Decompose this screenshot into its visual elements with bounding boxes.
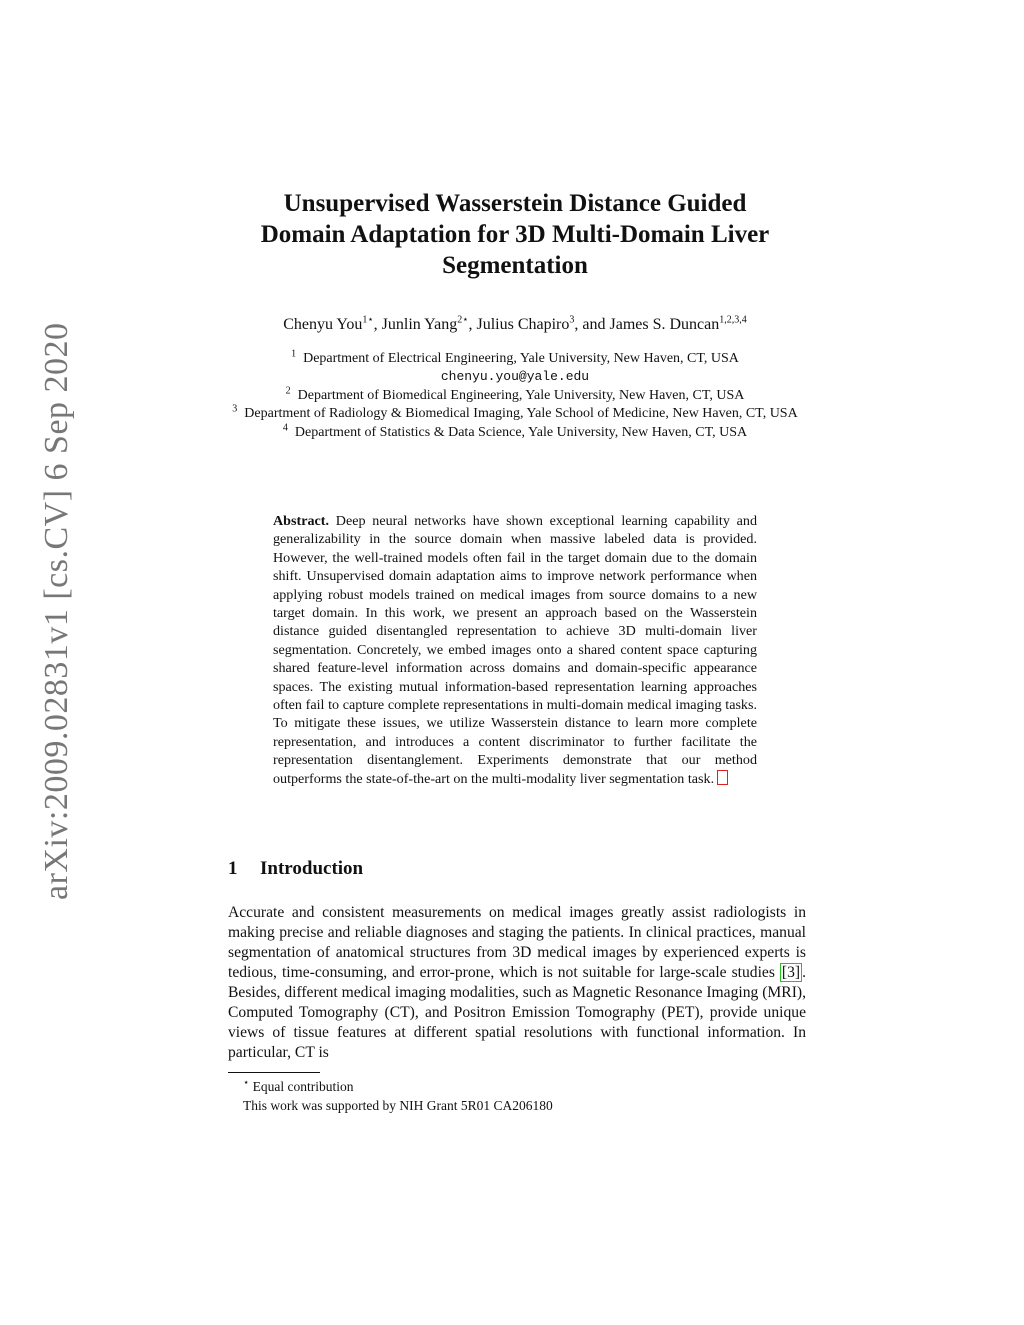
author-name: Junlin Yang <box>381 316 458 333</box>
footnote-grant: This work was supported by NIH Grant 5R01 CA206180 <box>243 1098 553 1113</box>
abstract <box>273 512 757 788</box>
author-list <box>200 316 830 334</box>
section-number: 1 <box>228 858 238 879</box>
footnote-equal-contribution <box>243 1077 803 1096</box>
affiliation-number: 1 <box>291 348 297 360</box>
affiliation-text: Department of Radiology & Biomedical Imaging, Yale School of Medicine, New Haven, CT, USA <box>244 406 798 422</box>
link-marker-icon[interactable] <box>717 770 728 785</box>
footnote-marker: ⋆ <box>243 1077 250 1089</box>
citation-link[interactable]: [3] <box>781 964 801 981</box>
intro-paragraph <box>228 903 806 1063</box>
affiliation-number: 4 <box>282 421 288 433</box>
affiliation-1 <box>200 350 830 368</box>
abstract-label: Abstract. <box>273 513 329 529</box>
title-line-3: Segmentation <box>442 252 588 279</box>
author-name: Julius Chapiro <box>476 316 570 333</box>
footnotes <box>243 1077 803 1115</box>
abstract-text: Deep neural networks have shown exceptional learning capability and generalizability in the source domain when massive labeled data is provided. However, the well-trained models often fail in the target domain due to the domain shift. Unsupervised domain adaptation aims to improve network performance when applying robust models trained on medical images from source domains to a new target domain. In this work, we present an approach based on the Wasserstein distance guided disentangled representation to achieve 3D multi-domain liver segmentation. Concretely, we embed images onto a shared content space capturing shared feature-level information across domains and domain-specific appearance spaces. The existing mutual information-based representation learning approaches often fail to capture complete representations in multi-domain medical imaging tasks. To mitigate these issues, we utilize Wasserstein distance to learn more complete representation, and introduces a content discriminator to further facilitate the representation disentanglement. Experiments demonstrate that our method outperforms the state-of-the-art on the multi-modality liver segmentation task. <box>273 513 758 787</box>
affiliation-text: Department of Statistics & Data Science, Yale University, New Haven, CT, USA <box>294 424 748 440</box>
affiliation-2 <box>200 387 830 405</box>
title-line-2: Domain Adaptation for 3D Multi-Domain Liver <box>260 221 770 248</box>
footnote-rule <box>228 1072 320 1073</box>
affiliation-3 <box>200 405 830 423</box>
section-heading <box>228 858 808 880</box>
arxiv-identifier: arXiv:2009.02831v1 [cs.CV] 6 Sep 2020 <box>38 322 75 900</box>
footnote-text: Equal contribution <box>252 1079 354 1094</box>
author-affil-marker: 2⋆ <box>457 314 469 326</box>
title-line-1: Unsupervised Wasserstein Distance Guided <box>283 190 747 217</box>
author-name: Chenyu You <box>283 316 363 333</box>
author-separator: , <box>468 316 477 333</box>
affiliation-text: Department of Electrical Engineering, Yale University, New Haven, CT, USA <box>303 351 739 366</box>
paper-title <box>200 188 830 281</box>
author-affil-marker: 1,2,3,4 <box>719 314 747 326</box>
author-separator: , and <box>574 316 610 333</box>
section-title: Introduction <box>260 858 364 879</box>
intro-text: Accurate and consistent measurements on medical images greatly assist radiologists in making precise and reliable diagnoses and staging the patients. In clinical practices, manual segmentation of anatomical structures from 3D medical images by experienced experts is tedious, time-consuming, and error-prone, which is not suitable for large-scale studies <box>228 904 806 981</box>
affiliations <box>200 350 830 442</box>
affiliation-4 <box>200 421 830 442</box>
affiliation-number: 3 <box>232 403 238 415</box>
author-name: James S. Duncan <box>609 316 720 333</box>
author-affil-marker: 1⋆ <box>362 314 374 326</box>
author-email[interactable]: chenyu.you@yale.edu <box>440 369 590 385</box>
affiliation-number: 2 <box>285 385 291 397</box>
affiliation-text: Department of Biomedical Engineering, Yale University, New Haven, CT, USA <box>297 387 745 403</box>
author-separator: , <box>373 316 382 333</box>
intro-text-cont: . Besides, different medical imaging modalities, such as Magnetic Resonance Imaging (MRI), Computed Tomography (CT), and Positron Emission Tomography (PET), provide unique views of tissue features at different spatial resolutions with functional information. In particular, CT is <box>228 964 806 1061</box>
author-affil-marker: 3 <box>569 314 575 326</box>
